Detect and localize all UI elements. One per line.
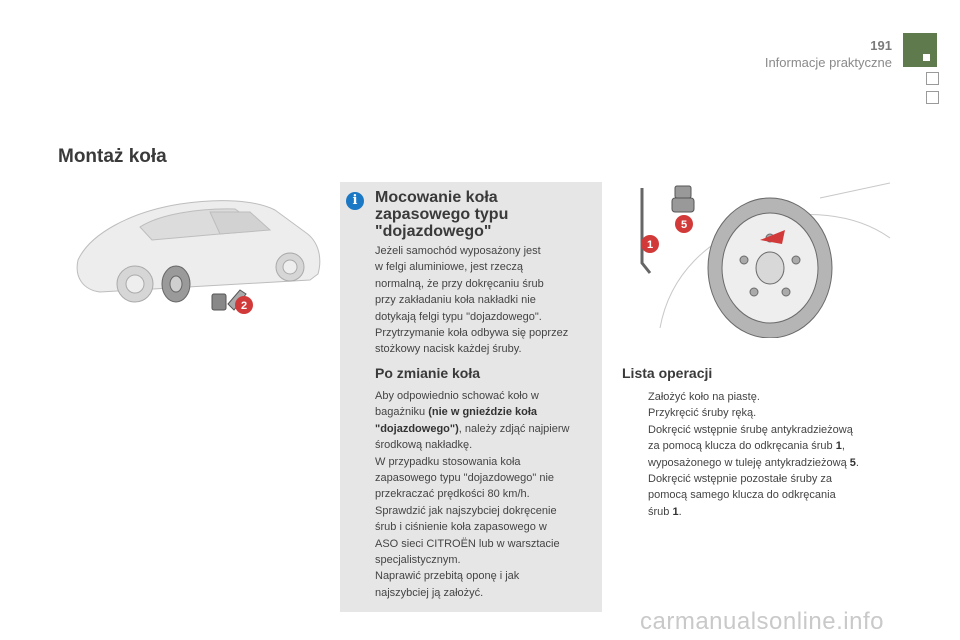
page-number: 191 [870, 38, 892, 53]
antitheft-socket [672, 186, 694, 212]
callout-5-label: 5 [680, 219, 688, 231]
callout-1-label: 1 [646, 239, 654, 251]
chapter-tab-marker [923, 54, 930, 61]
wheel-illustration [620, 178, 900, 338]
spare-wheel [162, 266, 190, 302]
spare-wheel-on-hub [708, 198, 832, 338]
chapter-tab-box-2 [926, 91, 939, 104]
operations-list [624, 389, 914, 520]
info-icon: i [346, 192, 364, 210]
operation-item-1: Założyć koło na piastę. [648, 391, 760, 403]
page-title: Montaż koła [58, 146, 167, 167]
operation-item-2: Przykręcić śruby ręką. [648, 407, 757, 420]
operation-item-4: Dokręcić wstępnie pozostałe śruby za pomocą samego klucza do odkręcania śrub 1. [648, 473, 836, 518]
info-panel-paragraph: Jeżeli samochód wyposażony jest w felgi aluminiowe, jest rzeczą normalną, że przy dokręcaniu śrub przy zakładaniu koła nakładki nie dotykają felgi typu "dojazdowego". Przytrzymanie koła odbywa się poprzez stożkowy nacisk każdej śruby. [375, 245, 569, 356]
chapter-tab-box-1 [926, 72, 939, 85]
car-illustration [60, 182, 340, 322]
section-label: Informacje praktyczne [764, 55, 892, 70]
operation-item-3: Dokręcić wstępnie śrubę antykradzieżową za pomocą klucza do odkręcania śrub 1, wyposażonego w tuleję antykradzieżową 5. [648, 423, 859, 469]
chapter-tab-active [903, 33, 937, 67]
after-change-subtitle: Po zmianie koła [375, 365, 481, 381]
after-change-paragraph: Aby odpowiednio schować koło w bagażniku (nie w gnieździe koła "dojazdowego"), należy zdjąć najpierw środkową nakładkę. W przypadku stosowania koła zapasowego typu "dojazdowego" nie przekraczać prędkości 80 km/h. Sprawdzić jak najszybciej dokręcenie śrub i ciśnienie koła zapasowego w ASO sieci CITROËN lub w warsztacie specjalistycznym. Naprawić przebitą oponę i jak najszybciej ją założyć. [375, 390, 570, 599]
watermark: carmanualsonline.info [640, 608, 884, 635]
operations-title: Lista operacji [622, 365, 713, 381]
callout-2-label: 2 [240, 300, 248, 312]
wrench-tool [642, 188, 650, 273]
info-panel-title: Mocowanie koła zapasowego typu "dojazdowego" [375, 189, 509, 240]
